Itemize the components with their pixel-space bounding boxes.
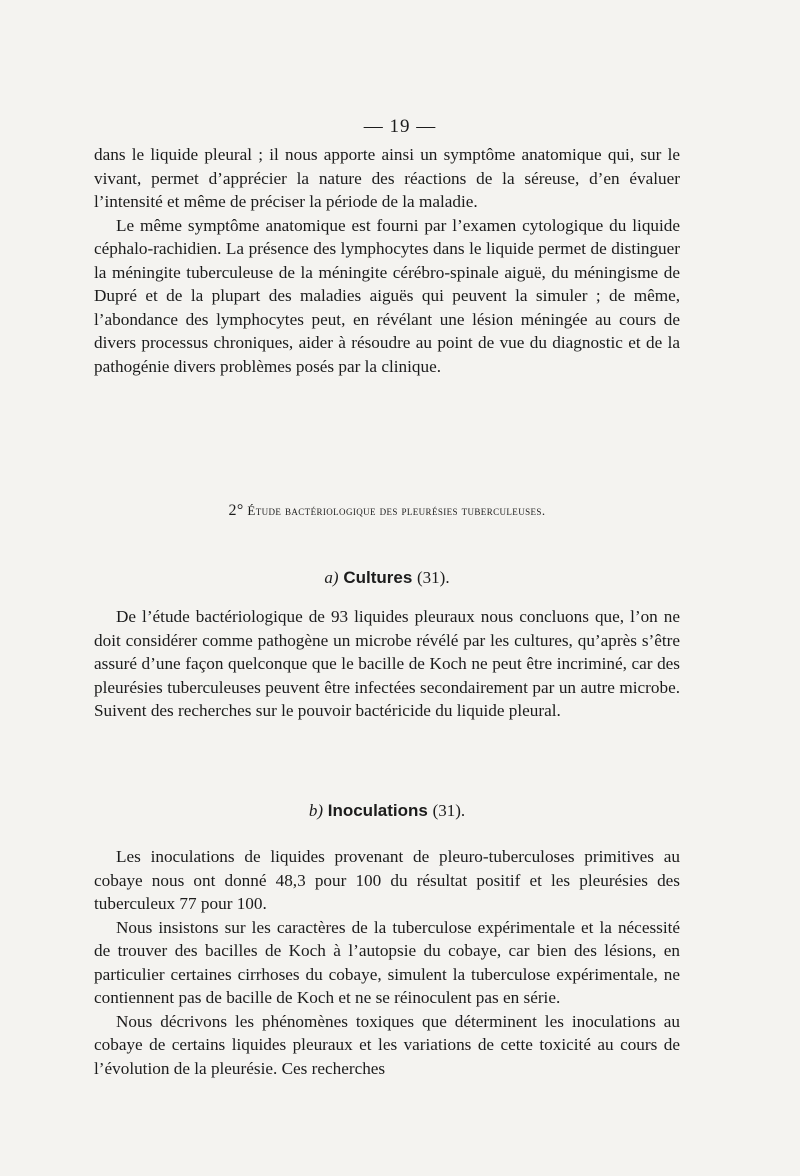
paragraph: Le même symptôme anatomique est fourni par l’examen cytologique du liquide céphalo-rachidien. La présence des lymphocytes dans le liquide permet de distinguer la méningite tuberculeuse de la méningite cérébro-spinale aiguë, du méningisme de Dupré et de la plupart des maladies aiguës qui peuvent la simuler ; de même, l’abondance des lymphocytes peut, en révélant une lésion méningée au cours de divers processus chroniques, aider à résoudre au point de vue du diagnostic et de la pathogénie divers problèmes posés par la clinique. (94, 215, 680, 376)
paragraph: Nous insistons sur les caractères de la tuberculose expérimentale et la nécessité de trouver des bacilles de Koch à l’autopsie du cobaye, car bien des lésions, en particulier certaines cirrhoses du cobaye, simulent la tuberculose expérimentale, ne contiennent pas de bacille de Koch et ne se réinoculent pas en série. (94, 917, 680, 1007)
subheading-title: Inoculations (327, 801, 428, 820)
text-block-intro (94, 143, 680, 378)
section-heading (94, 502, 680, 520)
subheading-inoculations (94, 801, 680, 821)
paragraph: Les inoculations de liquides provenant de pleuro-tuberculoses primitives au cobaye nous ont donné 48,3 pour 100 du résultat positif et les pleurésies des tuberculeux 77 pour 100. (94, 847, 680, 913)
subheading-letter: a) (324, 568, 339, 587)
paragraph: De l’étude bactériologique de 93 liquides pleuraux nous concluons que, l’on ne doit considérer comme pathogène un microbe révélé par les cultures, qu’après s’être assuré d’une façon quelconque que le bacille de Koch ne peut être incriminé, car des pleurésies tuberculeuses peuvent être infectées secondairement par un autre microbe. Suivent des recherches sur le pouvoir bactéricide du liquide pleural. (94, 607, 680, 720)
page-number: — 19 — (363, 116, 437, 137)
subheading-title: Cultures (343, 568, 413, 587)
subheading-cultures (94, 568, 680, 588)
paragraph: Nous décrivons les phénomènes toxiques que déterminent les inoculations au cobaye de certains liquides pleuraux et les variations de cette toxicité au cours de l’évolution de la pleurésie. Ces recherches (94, 1011, 680, 1078)
text-block-cultures (94, 605, 680, 723)
subheading-letter: b) (308, 801, 323, 820)
section-title: Étude bactériologique des pleurésies tuberculeuses. (247, 503, 546, 518)
section-number: 2° (228, 502, 244, 519)
subheading-reference: (31). (432, 801, 466, 820)
text-block-inoculations (94, 845, 680, 1080)
paragraph: dans le liquide pleural ; il nous apporte ainsi un symptôme anatomique qui, sur le vivant, permet d’apprécier la nature des réactions de la séreuse, d’en évaluer l’intensité et même de préciser la période de la maladie. (94, 145, 680, 211)
subheading-reference: (31). (417, 568, 450, 587)
